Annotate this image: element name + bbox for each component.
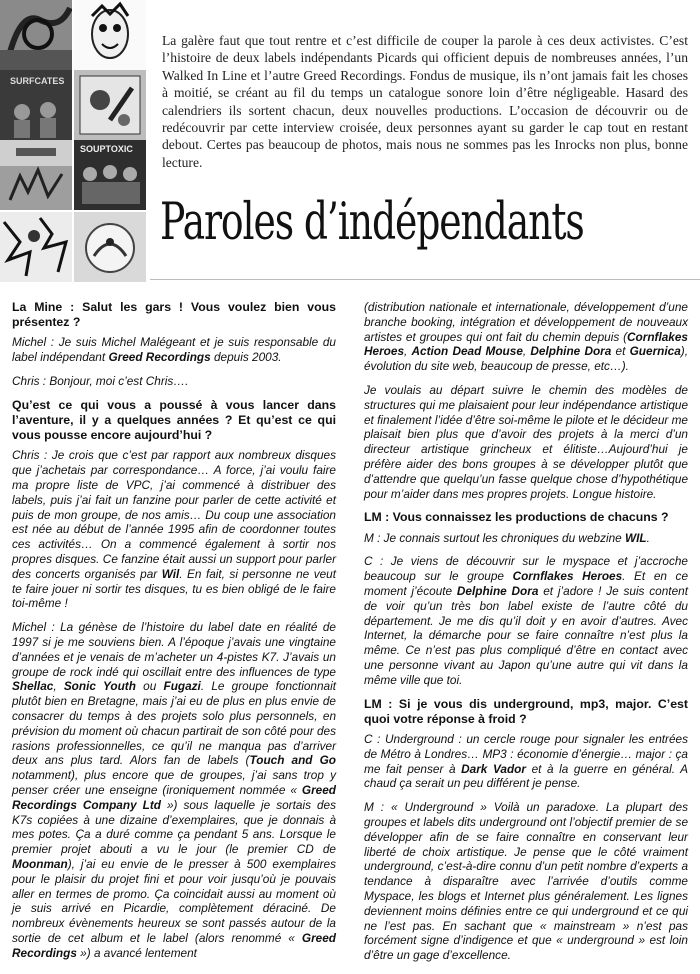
answer-michel-vision: Je voulais au départ suivre le chemin des modèles de structures qui me plaisaient pour leur indépendance artistique et finalement l’idée d’être soi-même le pilote et le décideur me plaisait bien plus que d’avoir des projets à la merci d’un directeur artistique grincheux et élitiste…Aujourd’hui je préfère aider des bons groupes à se développer plutôt que d’attendre que quelqu’un fasse quelque chose d’hypothétique pour m’aider dans mes propres projets. Longue histoire.	[364, 382, 688, 501]
answer-michel-motivation: Michel : La génèse de l’histoire du label date en réalité de 1997 si je me souviens bien. A l’époque j’avais une vingtaine d’années et je venais de m’acheter un 4-pistes K7. J’avais un groupe de rock indé qui oscillait entre des influences de type Shellac, Sonic Youth ou Fugazi. Le groupe fonctionnait plutôt bien en Bretagne, mais j’ai eu de plus en plus envie de consacrer du temps à des projets solo plus personnels, en prévision du moment où chacun partirait de son côté pour des rasions professionnelles, ce qu’il ne manqua pas d’arriver deux ans plus tard. Alors fan de labels (Touch and Go notamment), plus encore que de groupes, j’ai sans trop y penser créer une enseigne (ironiquement nommée « Greed Recordings Company Ltd ») sous laquelle je sortais des K7s copiées à une dizaine d’exemplaires, que je donnais à mes potes. Ça a duré comme ça pendant 5 ans. Lorsque le premier projet abouti a vu le jour (le premier CD de Moonman), j’ai eu envie de le presser à 500 exemplaires pour le plaisir du projet fini et pour voir jusqu’où je pouvais aller en termes de promo. Ça coincidait aussi au moment où je suis arrivé en Picardie, complètement déraciné. De nombreux évènements heureux se sont passés autour de la sortie de cet album et le label (alors renommé « Greed Recordings ») a avancé lentement	[12, 620, 336, 960]
answer-michel-underground: M : « Underground » Voilà un paradoxe. La plupart des groupes et labels dits underground ont l’objectif premier de se développer afin de se faire connaître en conservant leur liberté de choix artistique. Je pense que le côté vraiment underground, c’est-à-dire connu d’un petit nombre d’experts a tendance à disparaître avec l’arrivée d’outils comme Myspace, les blogs et Internet plus généralement. Les lignes deviennent moins définies entre ce qui underground et ce qui ne l’est pas. En sachant que « mainstream » n’est pas forcément signe d’indigence et que « underground » est loin d’être un gage d’excellence.	[364, 800, 688, 963]
article-header	[0, 0, 700, 286]
answer-chris-productions: C : Je viens de découvrir sur le myspace et j’accroche beaucoup sur le groupe Cornflakes Heroes. Et en ce moment j’écoute Delphine Dora et j’adore ! Je suis content de voir qu’un très bon label existe de l’autre côté du département. Je me dis qu’il doit y en avoir d’autres. Avec Internet, la démarche pour se faire connaître n’est plus la même. Ce n’est pas plus compliqué d’être en contact avec une personne vivant au Japon qu’une autre qui vit dans la même ville que toi.	[364, 554, 689, 687]
intro-paragraph: La galère faut que tout rentre et c’est difficile de couper la parole à ces deux activistes. C’est l’histoire de deux labels indépendants Picards qui officient depuis de nombreuses années, l’un Walked In Line et l’autre Greed Recordings. Fondus de musique, ils n’ont jamais fait les choses à moitié, se créant au fil du temps un catalogue sonore loin d’être négligeable. Hasard des calendriers ils sortent chacun, deux nouvelles productions. L’occasion de découvrir ou de redécouvrir par cette interview croisée, deux personnes ayant su garder le cap tout en restant debout. Certes pas beaucoup de photos, mais nous ne sommes pas les Inrocks non plus, bonne lecture.	[162, 33, 688, 170]
album-cover-4	[74, 70, 146, 140]
answer-michel-continued: (distribution nationale et internationale, développement d’une branche booking, intégration et développement de nouveaux artistes et groupes qui ont fait du chemin depuis (Cornflakes Heroes, Action Dead Mouse, Delphine Dora et Guernica), évolution du site web, beaucoup de presse, etc…).	[364, 300, 688, 374]
question-productions: LM : Vous connaissez les productions de chacuns ?	[364, 510, 669, 525]
souptoxic-text: SOUPTOXIC	[80, 144, 133, 154]
answer-chris-underground: C : Underground : un cercle rouge pour signaler les entrées de Métro à Londres… MP3 : économie d’énergie… major : ça me fait penser à Dark Vador et à la guerre en général. A chaud ça serait un peu différent je pense.	[364, 731, 688, 791]
left-column	[12, 300, 336, 970]
album-cover-5	[0, 140, 72, 210]
article-title: Paroles d’indépendants	[160, 193, 584, 252]
answer-chris-intro: Chris : Bonjour, moi c’est Chris….	[12, 374, 189, 388]
question-intro: La Mine : Salut les gars ! Vous voulez bien vous présentez ?	[12, 300, 336, 330]
album-cover-souptoxic	[74, 140, 146, 210]
answer-chris-motivation: Chris : Je crois que c’est par rapport aux nombreux disques que j’achetais par correspondance… A force, j’ai voulu faire ma propre liste de VPC, j’ai commencé à distribuer des labels, puis j’ai fait un fanzine pour parler de cette activité et puis de mon groupe, de nos amis… Du coup une association est née au début de l’année 1995 afin de coordonner toutes ces activités… On a commencé également à sortir nos propres disques. Ce fanzine était aussi un support pour parler des concerts organisés par Wil. En fait, si personne ne veut te faire jouer ni sortir tes disques, tu es bien obligé de le faire toi-même !	[12, 448, 336, 611]
album-cover-2	[74, 0, 146, 70]
surfcaster-text: SURFCATES	[10, 76, 65, 86]
album-cover-7	[0, 212, 72, 282]
album-covers-collage	[0, 0, 148, 284]
right-column	[364, 300, 688, 972]
album-cover-8	[74, 212, 146, 282]
answer-michel-productions: M : Je connais surtout les chroniques du webzine WIL.	[364, 530, 650, 545]
album-cover-1	[0, 0, 72, 70]
question-underground: LM : Si je vous dis underground, mp3, major. C’est quoi votre réponse à froid ?	[364, 696, 688, 726]
album-cover-surfcaster	[0, 70, 72, 140]
question-motivation: Qu’est ce qui vous a poussé à vous lancer dans l’aventure, il y a quelques années ? Et qu’est ce qui vous pousse encore aujourd’hui ?	[12, 397, 336, 443]
answer-michel-intro: Michel : Je suis Michel Malégeant et je suis responsable du label indépendant Greed Recordings depuis 2003.	[12, 335, 336, 365]
title-divider	[150, 279, 700, 280]
